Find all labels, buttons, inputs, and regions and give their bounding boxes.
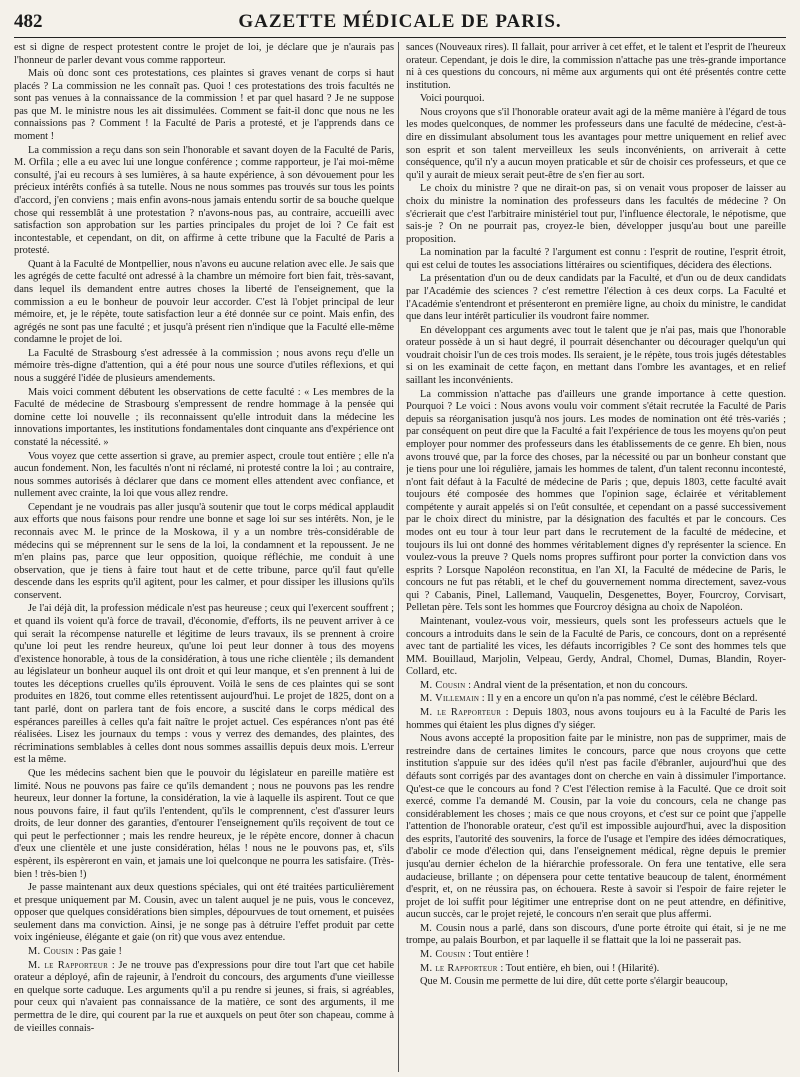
speech-paragraph <box>14 946 394 959</box>
speech-text: : Depuis 1803, nous avons toujours eu à la Faculté de Paris les hommes qui étaient les plus dignes d'y siéger. <box>406 707 786 731</box>
page-number: 482 <box>14 11 43 32</box>
paragraph: Nous avons accepté la proposition faite par le ministre, non pas de supprimer, mais de restreindre dans de certaines limites le concours, parce que nous croyons que cette institution s'appuie sur des idées qu'il n'est pas facile d'ébranler, aujourd'hui que des défauts sont corrigés par des avantages dont on cherche en vain à dissimuler l'importance. Qu'est-ce que le concours au fond ? C'est l'élection remise à la Faculté. Que ce droit soit exercé, comme l'a demandé M. Cousin, par la voie du concours, cela ne change pas considérablement les choses ; mais ce que nous croyons, et c'est sur ce point que j'appelle l'attention de l'honorable orateur, c'est qu'il est impossible aujourd'hui, avec la disposition des esprits, l'autorité des souvenirs, la force de l'usage et l'empire des idées démocratiques, d'abolir ce mode d'élection qui, dans l'enseignement médical, règne depuis le premier jusqu'au dernier échelon de la hiérarchie professorale. On fera une tentative, elle sera audacieuse, brillante ; on dépensera pour cette tentative beaucoup de talent, énormément d'esprit, et, on ne réussira pas, on échouera. Reste à savoir si l'espoir de faire rejeter le projet de loi suffit pour légitimer une entreprise dont on ne peut attendre, en définitive, aucun succès, car le projet rejeté, le concours n'en serait que plus affermi. <box>406 733 786 921</box>
speech-paragraph <box>406 707 786 732</box>
speaker-name: M. le Rapporteur <box>28 959 109 971</box>
speech-paragraph <box>406 949 786 962</box>
paragraph: Je l'ai déjà dit, la profession médicale n'est pas heureuse ; ceux qui l'exercent souffrent ; et quand ils voient qu'à force de travail, d'économie, d'efforts, ils ne peuvent arriver à ce qui serait la récompense naturelle et légitime de leurs travaux, ils se prennent à croire qu'une loi peut les rendre heureux, qu'une loi peut leur donner à tous des moyens d'existence honorable, à tous de la considération, à tous une riche clientèle ; ils demandent au législateur un bonheur auquel ils ont droit et qui leur manque, et s'en prennent à lui de toutes les déceptions cruelles qu'ils éprouvent. Voilà le sens de ces plaintes qui se sont produites en 1826, tout comme elles retentissent aujourd'hui. Le projet de 1825, dont on a tant parlé, dont on parlera tant de fois encore, a suscité dans le corps médical des espérances pareilles à celles qu'a fait naître le projet actuel. Ces espérances n'ont pas été réalisées. Lisez les journaux du temps : vous y verrez des demandes, des plaintes, des récriminations semblables à celles dont nous sommes assaillis depuis deux mois. L'erreur est la même. <box>14 603 394 766</box>
paragraph: La Faculté de Strasbourg s'est adressée à la commission ; nous avons reçu d'elle un mémoire très-digne d'attention, qui a été pour nous une source d'utiles réflexions, et qui nous a suggéré l'idée de plusieurs amendements. <box>14 347 394 385</box>
paragraph: Que les médecins sachent bien que le pouvoir du législateur en pareille matière est limité. Nous ne pouvons pas faire ce qu'ils demandent ; nous ne pouvons pas les rendre heureux, leur donner la fortune, la considération, la vie à laquelle ils aspirent. Tout ce que nous pouvons faire, il faut qu'ils l'entendent, qu'ils le comprennent, c'est d'assurer leurs droits, de leur donner des garanties, d'entourer l'enseignement qu'ils reçoivent de tout ce qui peut le perfectionner ; mais les rendre heureux, je le répète encore, donner à chacun d'eux une clientèle et une juste considération, hélas ! nous ne le pouvons pas, et, s'ils espèrent, ils espèreront en vain, et jamais une loi quelconque ne pourra les satisfaire. (Très-bien ! très-bien !) <box>14 767 394 880</box>
paragraph-continuation: sances (Nouveaux rires). Il fallait, pour arriver à cet effet, et le talent et l'esprit de l'heureux orateur. Cependant, je dois le dire, la commission n'attache pas une très-grande importance ni à ces questions du concours, ni même aux arguments qui ont été présentés contre cette institution. <box>406 42 786 91</box>
column-divider <box>398 42 399 1072</box>
speaker-name: M. Villemain <box>420 693 480 705</box>
speaker-name: M. Cousin <box>420 949 466 961</box>
paragraph: La nomination par la faculté ? l'argument est connu : l'esprit de routine, l'esprit étroit, qui est celui de toutes les associations littéraires ou scientifiques, décidera des élections. <box>406 247 786 271</box>
journal-title: GAZETTE MÉDICALE DE PARIS. <box>238 11 562 32</box>
speaker-name: M. le Rapporteur <box>420 707 502 719</box>
left-column <box>14 42 394 1072</box>
speaker-name: M. le Rapporteur <box>420 962 498 974</box>
paragraph: En développant ces arguments avec tout le talent que je n'ai pas, mais que l'honorable orateur possède à un si haut degré, il pourrait désenchanter ou décourager quelqu'un qui voudrait choisir l'un de ces trois modes. Ils seraient, je le répète, tous trois jugés détestables si on les examinait de cette façon, en mettant dans l'ombre les avantages, et en relief saillant les inconvénients. <box>406 324 786 387</box>
paragraph: M. Cousin nous a parlé, dans son discours, d'une porte étroite qui était, si je ne me trompe, au palais Bourbon, et par laquelle il se flattait que la loi ne passerait pas. <box>406 922 786 947</box>
speech-paragraph <box>406 680 786 693</box>
speech-paragraph <box>406 693 786 706</box>
speech-paragraph <box>14 960 394 1035</box>
paragraph: Le choix du ministre ? que ne dirait-on pas, si on venait vous proposer de laisser au choix du ministre la nomination des professeurs dans les facultés de médecine ? On s'écrierait que c'est l'arbitraire ministériel tout pur, l'influence électorale, le népotisme, que sais-je ? On ne pourrait pas, croyez-le bien, développer jusqu'au bout une pareille proposition. <box>406 183 786 245</box>
speech-paragraph <box>406 963 786 976</box>
paragraph: Je passe maintenant aux deux questions spéciales, qui ont été traitées particulièrement et presque uniquement par M. Cousin, avec un talent auquel je ne puis, vous le concevez, opposer que quelques considérations bien simples, dépourvues de tout ornement, et puisées seulement dans ma conviction. Ainsi, je ne songe pas à détruire l'effet produit par cette voix ingénieuse, élégante et gaie (on rit) que vous avez entendue. <box>14 882 394 944</box>
paragraph: La commission n'attache pas d'ailleurs une grande importance à cette question. Pourquoi ? Le voici : Nous avons voulu voir comment s'était recrutée la Faculté de Paris depuis sa réorganisation jusqu'à nos jours. Les modes de nomination ont été très-variés ; par conséquent on peut dire que la Faculté a fait l'expérience de tous les moyens qu'on peut employer pour nommer des professeurs dans les établissements de ce genre. Eh bien, nous avons trouvé que, par la force des choses, par la nécessité ou par un bonheur constant que je tiens pour une loi régulière, jamais les hommes de talent, d'un talent reconnu incontesté, n'ont fait défaut à la Faculté de médecine de Paris ; que, depuis 1803, cette faculté avait toujours été composée des hommes que l'opinion sage, éclairée et véritablement compétente y aurait appelés si on l'eût consultée, et cependant on a passé successivement par le choix direct du ministre, par la désignation des facultés et par le concours. Ces modes ont eu tour à tour leur part dans le recrutement de la faculté de médecine, et toujours ils lui ont donné des hommes véritablement dignes d'y représenter la science. En voulez-vous la preuve ? Quels noms propres suffiront pour porter la conviction dans vos esprits ? Lorsque Napoléon reconstitua, en l'an XI, la Faculté de médecine de Paris, le concours ne fut pas rétabli, et le chef du gouvernement nomma directement, savez-vous qui ? Cabanis, Pinel, Lallemand, Vauquelin, Desgenettes, Boyer, Fourcroy, Corvisart, Pelletan père. Tels sont les hommes que Fourcroy désigna au choix de Napoléon. <box>406 388 786 614</box>
paragraph-continuation: est si digne de respect protestent contre le projet de loi, je déclare que je n'aurais pas l'honneur de parler devant vous comme rapporteur. <box>14 42 394 66</box>
paragraph: Cependant je ne voudrais pas aller jusqu'à soutenir que tout le corps médical applaudit aux efforts que nous faisons pour rendre une bonne et sage loi sur ses intérêts. Non, je le reconnais avec M. le prince de la Moskowa, il y a un nombre très-considérable de médecins qui se méprennent sur le sens de la loi, la condamnent et la repoussent. Je ne m'en plains pas, parce que leur opposition, quoique réfléchie, me conduit à une observation, que je tiens à faire tout haut et de cette tribune, parce qu'il faut qu'elle descende dans les esprits qu'il agitent, pour les calmer, et pour dissiper les illusions qu'ils conservent. <box>14 501 394 601</box>
paragraph: Mais voici comment débutent les observations de cette faculté : « Les membres de la Faculté de médecine de Strasbourg s'empressent de rendre hommage à la pensée qui domine cette loi nouvelle ; ils reconnaissent qu'elle introduit dans la médecine les innovations importantes, les institutions fondamentales dont cinquante ans d'expérience ont constaté la nécessité. » <box>14 386 394 448</box>
paragraph: Nous croyons que s'il l'honorable orateur avait agi de la même manière à l'égard de tous les modes quelconques, de nommer les professeurs dans une faculté de médecine, c'est-à-dire en dissimulant absolument tous les avantages pour mettre uniquement en relief avec son esprit et son talent merveilleux les seuls inconvénients, on arriverait à cette conséquence, qu'il n'y a aucun moyen praticable et sûr de choisir ces professeurs, et que ce qu'il y aurait de mieux serait peut-être de s'en fier au sort. <box>406 106 786 181</box>
paragraph: Voici pourquoi. <box>420 93 485 105</box>
speech-text: : Pas gaie ! <box>73 946 122 958</box>
speech-text: : Je ne trouve pas d'expressions pour dire tout l'art que cet habile orateur a déployé, afin de rajeunir, à l'endroit du concours, des arguments d'une vieillesse en quelque sorte caduque. Les arguments qu'il a pu rendre si jeunes, si frais, si agréables, pour ceux qui n'avaient pas connaissance de la matière, ce sont des arguments, il me permettra de le dire, qui courent par la rue et auxquels on peut ôter son chapeau, comme à de vieilles connais- <box>14 959 394 1034</box>
speech-text: : Tout entière ! <box>465 949 530 961</box>
right-column <box>406 42 786 1072</box>
paragraph: Mais où donc sont ces protestations, ces plaintes si graves venant de corps si haut placés ? La commission ne les connaît pas. Quoi ! ces protestations des trois facultés ne sont pas venues à la connaissance de la commission ! et par quel hasard ? Je ne suppose pas que M. le ministre nous les ait dissimulées. Comment se fait-il donc que nous ne les connaissions pas ? Comment ! la Faculté de Paris a protesté, et je l'apprends dans ce moment ! <box>14 68 394 143</box>
paragraph: Maintenant, voulez-vous voir, messieurs, quels sont les professeurs actuels que le concours a introduits dans le sein de la Faculté de Paris, ce concours, dont on a représenté avec tant de partialité les vices, les défauts incorrigibles ? Ce sont des hommes tels que MM. Bouillaud, Marjolin, Velpeau, Gerdy, Andral, Chomel, Dumas, Blandin, Royer-Collard, etc. <box>406 616 786 678</box>
paragraph: La commission a reçu dans son sein l'honorable et savant doyen de la Faculté de Paris, M. Orfila ; elle a eu avec lui une longue conférence ; comme rapporteur, je l'ai moi-même consulté, j'ai eu recours à ses lumières, à sa haute expérience, à son dévouement pour les précieux intérêts confiés à sa tutelle. Nous ne nous sommes pas trouvés sur tous les points d'accord, j'en conviens ; mais enfin avons-nous jamais entendu sortir de sa bouche quelque chose qui ressemblât à une protestation ? n'avons-nous pas, au contraire, accueilli avec satisfaction son approbation sur les parties principales du projet de loi ? Ce fait est incontestable, et cependant, on dit, on affirme à cette tribune que la Faculté de Paris a protesté. <box>14 144 394 257</box>
speech-text: : Tout entière, eh bien, oui ! (Hilarité). <box>497 962 660 974</box>
speech-text: : Andral vient de la présentation, et non du concours. <box>465 679 688 691</box>
paragraph: La présentation d'un ou de deux candidats par la Faculté, et d'un ou de deux candidats par l'Académie des sciences ? c'est remettre l'élection à ces deux corps. La Faculté et l'Académie s'entendront et présenteront en première ligne, au choix du ministre, le candidat que dans leur intérêt particulier ils voudront faire nommer. <box>406 273 786 323</box>
paragraph: Que M. Cousin me permette de lui dire, dût cette porte s'élargir beaucoup, <box>420 976 728 988</box>
paragraph: Quant à la Faculté de Montpellier, nous n'avons eu aucune relation avec elle. Je sais que les agrégés de cette faculté ont adressé à la chambre un mémoire fort bien fait, très-savant, dans lequel ils demandent entre autres choses la liberté de l'enseignement, que la commission a eu le bonheur de pouvoir leur accorder. C'est là l'objet principal de leur mémoire, et, je le répète, toute satisfaction leur a été donnée sur ce point. Mais enfin, des agrégés ne sont pas une faculté ; et jusqu'à présent rien n'indique que la Faculté elle-même condamne le projet de loi. <box>14 258 394 346</box>
speech-text: : Il y en a encore un qu'on n'a pas nommé, c'est le célèbre Béclard. <box>479 693 758 705</box>
speaker-name: M. Cousin <box>420 679 466 691</box>
paragraph: Vous voyez que cette assertion si grave, au premier aspect, croule tout entière ; elle n'a aucun fondement. Non, les facultés n'ont ni réclamé, ni protesté contre la loi ; au contraire, nous sommes autorisés à déclarer que dans ce moment elles attendent avec confiance, et nullement avec crainte, la loi que vous allez rendre. <box>14 450 394 500</box>
speaker-name: M. Cousin <box>28 946 74 958</box>
page-header <box>14 10 786 38</box>
